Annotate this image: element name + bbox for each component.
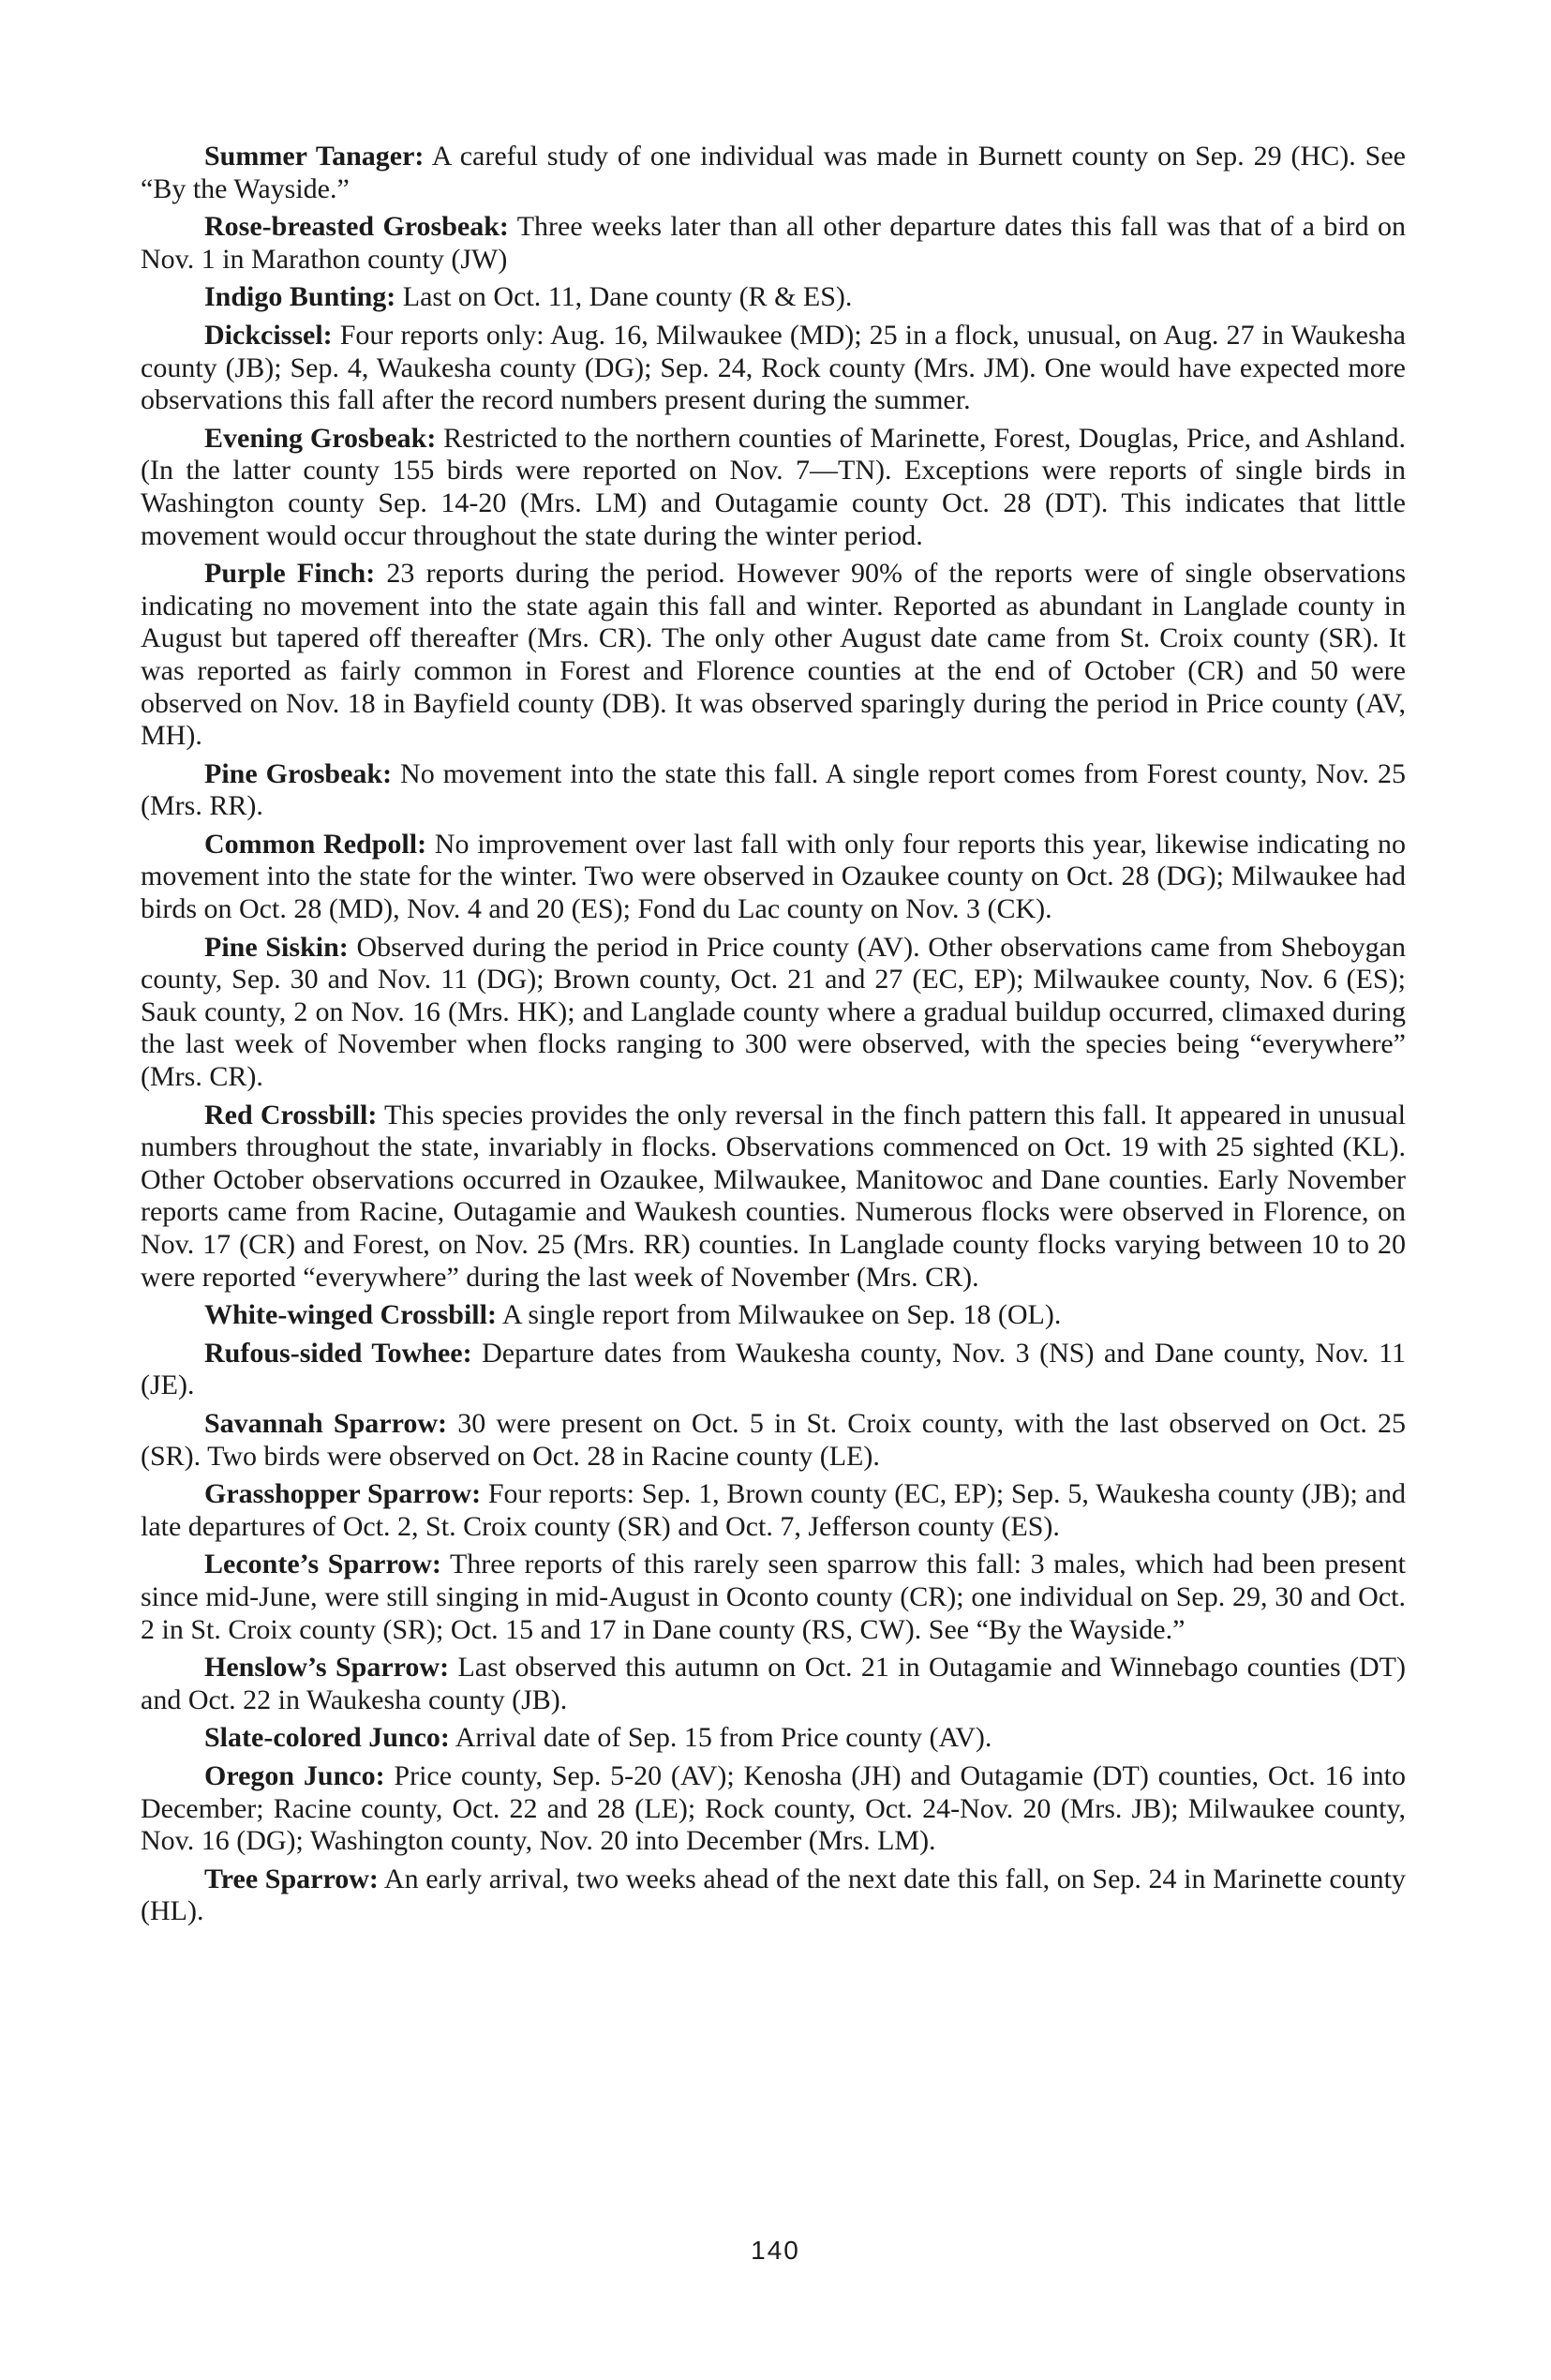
species-name: Rose-breasted Grosbeak:: [204, 211, 509, 243]
entry-text: Last on Oct. 11, Dane county (R & ES).: [395, 281, 853, 313]
entry-text: 30 were present on Oct. 5 in St. Croix county, with the last observed on Oct. 25 (SR). Two birds were observed on Oct. 28 in Racine county (LE).: [141, 1407, 1406, 1472]
species-entry-dickcissel: [141, 320, 1406, 417]
species-name: Savannah Sparrow:: [204, 1407, 448, 1439]
entry-text: A careful study of one individual was made in Burnett county on Sep. 29 (HC). See “By the Wayside.”: [141, 141, 1406, 204]
entry-text: Observed during the period in Price county (AV). Other observations came from Sheboygan county, Sep. 30 and Nov. 11 (DG); Brown county, Oct. 21 and 27 (EC, EP); Milwaukee county, Nov. 6 (ES); Sauk county, 2 on Nov. 16 (Mrs. HK); and Langlade county where a gradual buildup occurred, climaxed during the last week of November when flocks ranging to 300 were observed, with the species being “everywhere” (Mrs. CR).: [141, 931, 1406, 1093]
species-entry-white-winged-crossbill: [141, 1299, 1406, 1332]
entry-text: Three reports of this rarely seen sparrow this fall: 3 males, which had been present since mid-June, were still singing in mid-August in Oconto county (CR); one individual on Sep. 29, 30 and Oct. 2 in St. Croix county (SR); Oct. 15 and 17 in Dane county (RS, CW). See “By the Wayside.”: [141, 1549, 1406, 1645]
entry-text: No movement into the state this fall. A single report comes from Forest county, Nov. 25 (Mrs. RR).: [141, 757, 1407, 822]
species-name: Pine Siskin:: [204, 931, 349, 963]
species-entry-pine-grosbeak: [141, 758, 1406, 823]
entry-text: Restricted to the northern counties of Marinette, Forest, Douglas, Price, and Ashland. (In the latter county 155 birds were reported on Nov. 7—TN). Exceptions were reports of single birds in Washington county Sep. 14-20 (Mrs. LM) and Outagamie county Oct. 28 (DT). This indicates that little movement would occur throughout the state during the winter period.: [141, 422, 1406, 551]
species-entry-summer-tanager: [141, 141, 1406, 205]
species-entry-evening-grosbeak: [141, 423, 1406, 552]
species-name: Pine Grosbeak:: [204, 757, 393, 789]
species-name: Purple Finch:: [204, 558, 376, 590]
species-entry-common-redpoll: [141, 829, 1406, 926]
species-name: Evening Grosbeak:: [204, 422, 437, 454]
entry-text: No improvement over last fall with only four reports this year, likewise indicating no movement into the state for the winter. Two were observed in Ozaukee county on Oct. 28 (DG); Milwaukee had birds on Oct. 28 (MD), Nov. 4 and 20 (ES); Fond du Lac county on Nov. 3 (CK).: [141, 828, 1407, 925]
species-name: Red Crossbill:: [204, 1099, 378, 1130]
entry-text: This species provides the only reversal in the finch pattern this fall. It appeared in unusual numbers throughout the state, invariably in flocks. Observations commenced on Oct. 19 with 25 sighted (KL). Other October observations occurred in Ozaukee, Milwaukee, Manitowoc and Dane counties. Early November reports came from Racine, Outagamie and Waukesh counties. Numerous flocks were observed in Florence, on Nov. 17 (CR) and Forest, on Nov. 25 (Mrs. RR) counties. In Langlade county flocks varying between 10 to 20 were reported “everywhere” during the last week of November (Mrs. CR).: [141, 1099, 1406, 1293]
species-name: Leconte’s Sparrow:: [204, 1549, 441, 1580]
entry-text: Last observed this autumn on Oct. 21 in Outagamie and Winnebago counties (DT) and Oct. 22 in Waukesha county (JB).: [141, 1652, 1406, 1715]
species-entry-tree-sparrow: [141, 1864, 1406, 1928]
entry-text: Price county, Sep. 5-20 (AV); Kenosha (JH) and Outagamie (DT) counties, Oct. 16 into December; Racine county, Oct. 22 and 28 (LE); Rock county, Oct. 24-Nov. 20 (Mrs. JB); Milwaukee county, Nov. 16 (DG); Washington county, Nov. 20 into December (Mrs. LM).: [141, 1759, 1407, 1857]
species-entry-henslow-sparrow: [141, 1652, 1406, 1716]
species-entry-indigo-bunting: [141, 281, 1406, 314]
species-name: Rufous-sided Towhee:: [204, 1337, 472, 1369]
document-body: [141, 141, 1406, 1934]
species-name: Oregon Junco:: [204, 1759, 385, 1791]
species-entry-savannah-sparrow: [141, 1408, 1406, 1473]
species-name: Common Redpoll:: [204, 828, 427, 860]
species-name: Slate-colored Junco:: [204, 1722, 450, 1754]
species-entry-oregon-junco: [141, 1760, 1406, 1858]
species-entry-leconte-sparrow: [141, 1549, 1406, 1646]
species-entry-grasshopper-sparrow: [141, 1478, 1406, 1543]
species-name: Summer Tanager:: [204, 141, 425, 172]
entry-text: Four reports only: Aug. 16, Milwaukee (MD); 25 in a flock, unusual, on Aug. 27 in Waukesha county (JB); Sep. 4, Waukesha county (DG); Sep. 24, Rock county (Mrs. JM). One would have expected more observations this fall after the record numbers present during the summer.: [141, 319, 1406, 416]
species-name: Grasshopper Sparrow:: [204, 1478, 482, 1510]
species-entry-pine-siskin: [141, 932, 1406, 1094]
entry-text: Three weeks later than all other departure dates this fall was that of a bird on Nov. 1 in Marathon county (JW): [141, 211, 1407, 275]
entry-text: An early arrival, two weeks ahead of the next date this fall, on Sep. 24 in Marinette county (HL).: [141, 1863, 1407, 1927]
species-entry-red-crossbill: [141, 1100, 1406, 1295]
species-name: Henslow’s Sparrow:: [204, 1652, 450, 1684]
species-entry-rose-breasted-grosbeak: [141, 211, 1406, 276]
species-name: White-winged Crossbill:: [204, 1299, 497, 1331]
species-entry-purple-finch: [141, 558, 1406, 753]
entry-text: Arrival date of Sep. 15 from Price county (AV).: [449, 1722, 992, 1754]
species-name: Indigo Bunting:: [204, 281, 396, 313]
entry-text: Four reports: Sep. 1, Brown county (EC, EP); Sep. 5, Waukesha county (JB); and late departures of Oct. 2, St. Croix county (SR) and Oct. 7, Jefferson county (ES).: [141, 1478, 1406, 1542]
entry-text: 23 reports during the period. However 90% of the reports were of single observations indicating no movement into the state again this fall and winter. Reported as abundant in Langlade county in August but tapered off thereafter (Mrs. CR). The only other August date came from St. Croix county (SR). It was reported as fairly common in Forest and Florence counties at the end of October (CR) and 50 were observed on Nov. 18 in Bayfield county (DB). It was observed sparingly during the period in Price county (AV, MH).: [141, 558, 1406, 752]
entry-text: Departure dates from Waukesha county, Nov. 3 (NS) and Dane county, Nov. 11 (JE).: [141, 1337, 1406, 1401]
species-name: Dickcissel:: [204, 319, 333, 351]
page-number: 140: [751, 2236, 800, 2265]
species-entry-slate-colored-junco: [141, 1722, 1406, 1755]
species-entry-rufous-sided-towhee: [141, 1338, 1406, 1402]
species-name: Tree Sparrow:: [204, 1863, 379, 1894]
entry-text: A single report from Milwaukee on Sep. 18 (OL).: [496, 1299, 1062, 1331]
